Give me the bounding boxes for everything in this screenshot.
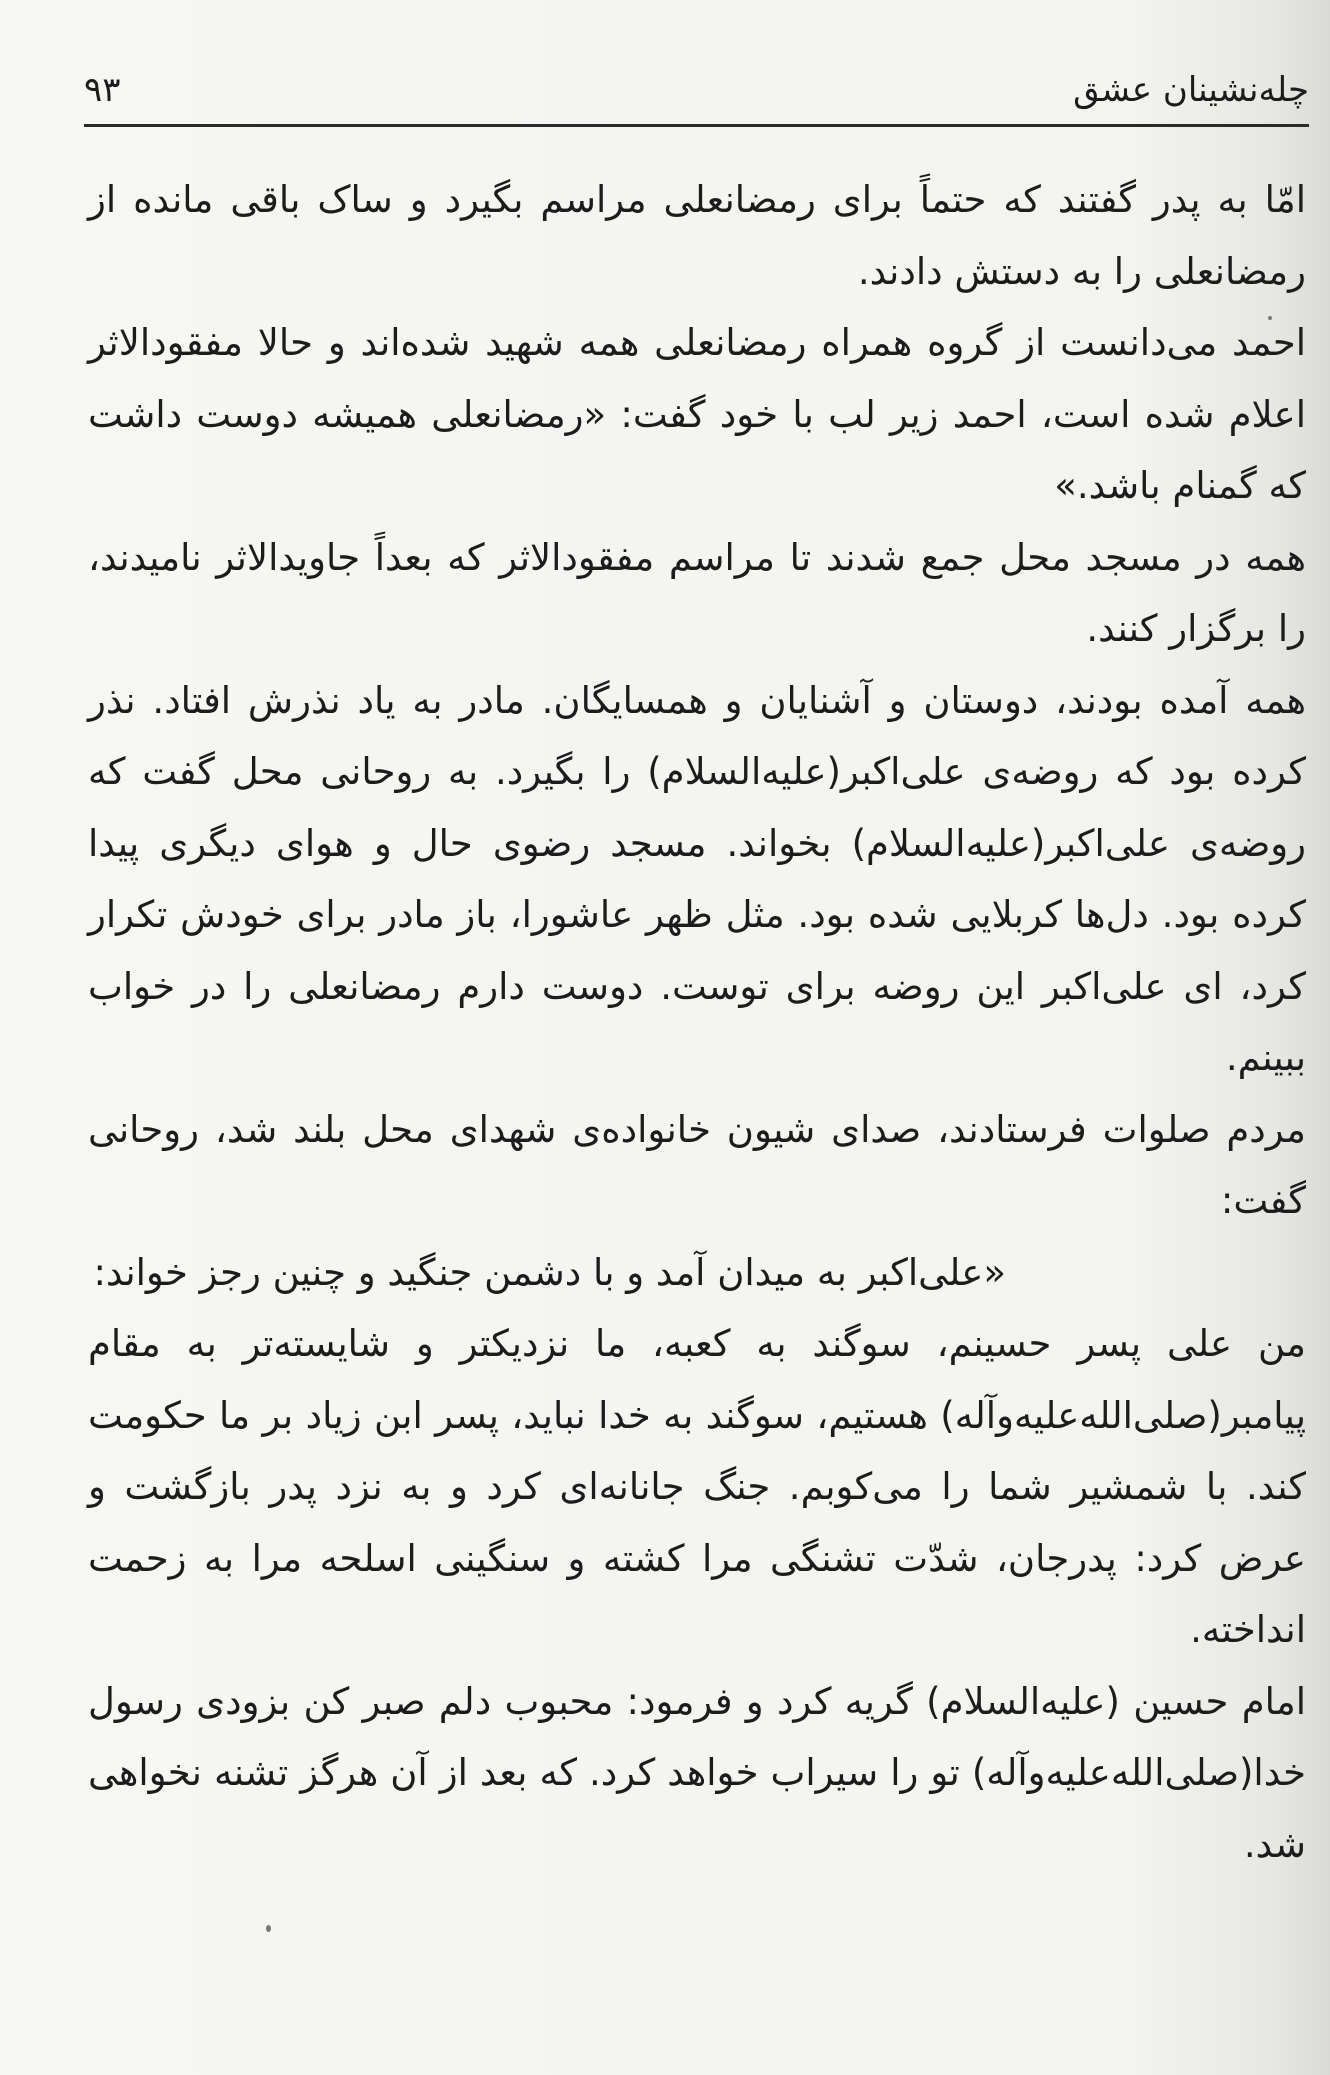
page-header: [84, 62, 1309, 122]
paragraph: من علی پسر حسینم، سوگند به کعبه، ما نزدیکتر و شایسته‌تر به مقام پیامبر(صلی‌الله‌علیه‌وآله) هستیم، سوگند به خدا نباید، پسر ابن زیاد بر ما حکومت کند. با شمشیر شما را می‌کوبم. جنگ جانانه‌ای کرد و به نزد پدر بازگشت و عرض کرد: پدرجان، شدّت تشنگی مرا کشته و سنگینی اسلحه مرا به زحمت انداخته.: [88, 1322, 1306, 1651]
paragraph: احمد می‌دانست از گروه همراه رمضانعلی همه شهید شده‌اند و حالا مفقودالاثر اعلام شده است، احمد زیر لب با خود گفت: «رمضانعلی همیشه دوست داشت که گمنام باشد.»: [88, 321, 1306, 507]
paragraph: مردم صلوات فرستادند، صدای شیون خانواده‌ی شهدای محل بلند شد، روحانی گفت:: [88, 1107, 1306, 1222]
paragraph: همه در مسجد محل جمع شدند تا مراسم مفقودالاثر که بعداً جاویدالاثر نامیدند، را برگزار کنند.: [88, 535, 1306, 650]
running-title: چله‌نشینان عشق: [1073, 70, 1309, 110]
paragraph: امام حسین (علیه‌السلام) گریه کرد و فرمود: محبوب دلم صبر کن بزودی رسول خدا(صلی‌الله‌علیه‌وآله) تو را سیراب خواهد کرد. که بعد از آن هرگز تشنه نخواهی شد.: [88, 1679, 1306, 1866]
body-text: [88, 164, 1306, 1880]
page-number: ۹۳: [84, 70, 121, 110]
paper-speck: [1268, 316, 1272, 320]
paragraph: همه آمده بودند، دوستان و آشنایان و همسایگان. مادر به یاد نذرش افتاد. نذر کرده بود که روضه‌ی علی‌اکبر(علیه‌السلام) را بگیرد. به روحانی محل گفت که روضه‌ی علی‌اکبر(علیه‌السلام) بخواند. مسجد رضوی حال و هوای دیگری پیدا کرده بود. دل‌ها کربلایی شده بود. مثل ظهر عاشورا، باز مادر برای خودش تکرار کرد، ای علی‌اکبر این روضه برای توست. دوست دارم رمضانعلی را در خواب ببینم.: [88, 678, 1306, 1079]
paragraph: امّا به پدر گفتند که حتماً برای رمضانعلی مراسم بگیرد و ساک باقی مانده از رمضانعلی را به دستش دادند.: [88, 178, 1306, 293]
quote-intro: «علی‌اکبر به میدان آمد و با دشمن جنگید و چنین رجز خواند:: [93, 1250, 1006, 1294]
header-rule: [84, 124, 1309, 127]
paper-speck: [266, 1925, 271, 1932]
